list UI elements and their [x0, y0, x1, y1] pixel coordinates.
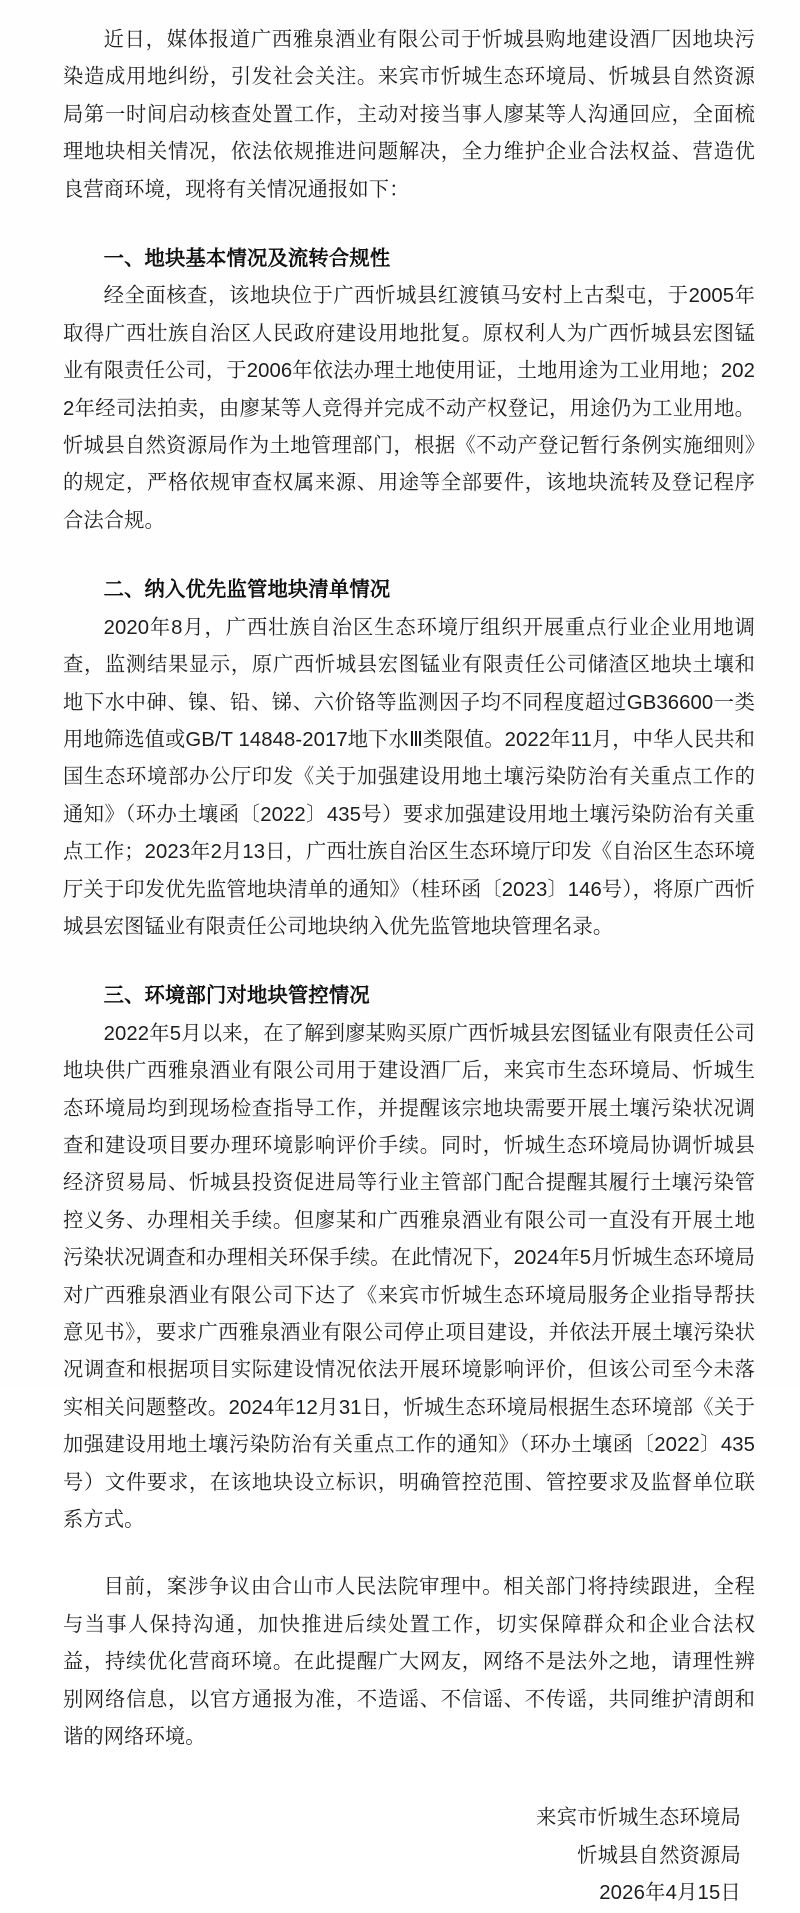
issuer-secondary: 忻城县自然资源局: [577, 1844, 741, 1867]
section-paragraph-1: 经全面核查，该地块位于广西忻城县红渡镇马安村上古梨屯，于2005年取得广西壮族自治区人民政府建设用地批复。原权利人为广西忻城县宏图锰业有限责任公司，于2006年依法办理土地使用证，土地用途为工业用地；2022年经司法拍卖，由廖某等人竞得并完成不动产权登记，用途仍为工业用地。忻城县自然资源局作为土地管理部门，根据《不动产登记暂行条例实施细则》的规定，严格依规审查权属来源、用途等全部要件，该地块流转及登记程序合法合规。: [63, 285, 755, 532]
section-paragraph-3: 2022年5月以来，在了解到廖某购买原广西忻城县宏图锰业有限责任公司地块供广西雅泉酒业有限公司用于建设酒厂后，来宾市生态环境局、忻城生态环境局均到现场检查指导工作，并提醒该宗地块需要开展土壤污染状况调查和建设项目要办理环境影响评价手续。同时，忻城生态环境局协调忻城县经济贸易局、忻城县投资促进局等行业主管部门配合提醒其履行土壤污染管控义务、办理相关手续。但廖某和广西雅泉酒业有限公司一直没有开展土地污染状况调查和办理相关环保手续。在此情况下，2024年5月忻城生态环境局对广西雅泉酒业有限公司下达了《来宾市忻城生态环境局服务企业指导帮扶意见书》，要求广西雅泉酒业有限公司停止项目建设，并依法开展土壤污染状况调查和根据项目实际建设情况依法开展环境影响评价，但该公司至今未落实相关问题整改。2024年12月31日，忻城生态环境局根据生态环境部《关于加强建设用地土壤污染防治有关重点工作的通知》（环办土壤函〔2022〕435号）文件要求，在该地块设立标识，明确管控范围、管控要求及监督单位联系方式。: [63, 1022, 755, 1532]
issue-date: 2026年4月15日: [599, 1882, 741, 1905]
section-heading-3: 三、环境部门对地块管控情况: [103, 985, 370, 1008]
issuer-primary: 来宾市忻城生态环境局: [536, 1807, 741, 1830]
signature-block: [63, 1800, 755, 1912]
spacer: [63, 540, 755, 572]
document-body: [63, 22, 755, 1913]
spacer: [63, 946, 755, 978]
spacer: [63, 1539, 755, 1569]
section-paragraph-2: 2020年8月，广西壮族自治区生态环境厅组织开展重点行业企业用地调查，监测结果显示，原广西忻城县宏图锰业有限责任公司储渣区地块土壤和地下水中砷、镍、铅、锑、六价铬等监测因子均不同程度超过GB36600一类用地筛选值或GB/T 14848-2017地下水Ⅲ类限值。2022年11月，中华人民共和国生态环境部办公厅印发《关于加强建设用地土壤污染防治有关重点工作的通知》（环办土壤函〔2022〕435号）要求加强建设用地土壤污染防治有关重点工作；2023年2月13日，广西壮族自治区生态环境厅印发《自治区生态环境厅关于印发优先监管地块清单的通知》（桂环函〔2023〕146号），将原广西忻城县宏图锰业有限责任公司地块纳入优先监管地块管理名录。: [63, 616, 755, 938]
spacer: [63, 209, 755, 241]
closing-paragraph: 目前，案涉争议由合山市人民法院审理中。相关部门将持续跟进，全程与当事人保持沟通，加快推进后续处置工作，切实保障群众和企业合法权益，持续优化营商环境。在此提醒广大网友，网络不是法外之地，请理性辨别网络信息，以官方通报为准，不造谣、不信谣、不传谣，共同维护清朗和谐的网络环境。: [63, 1576, 755, 1749]
intro-paragraph: 近日，媒体报道广西雅泉酒业有限公司于忻城县购地建设酒厂因地块污染造成用地纠纷，引发社会关注。来宾市忻城生态环境局、忻城县自然资源局第一时间启动核查处置工作，主动对接当事人廖某等人沟通回应，全面梳理地块相关情况，依法依规推进问题解决，全力维护企业合法权益、营造优良营商环境，现将有关情况通报如下：: [63, 29, 755, 201]
section-heading-1: 一、地块基本情况及流转合规性: [103, 248, 391, 271]
section-heading-2: 二、纳入优先监管地块清单情况: [103, 579, 391, 602]
